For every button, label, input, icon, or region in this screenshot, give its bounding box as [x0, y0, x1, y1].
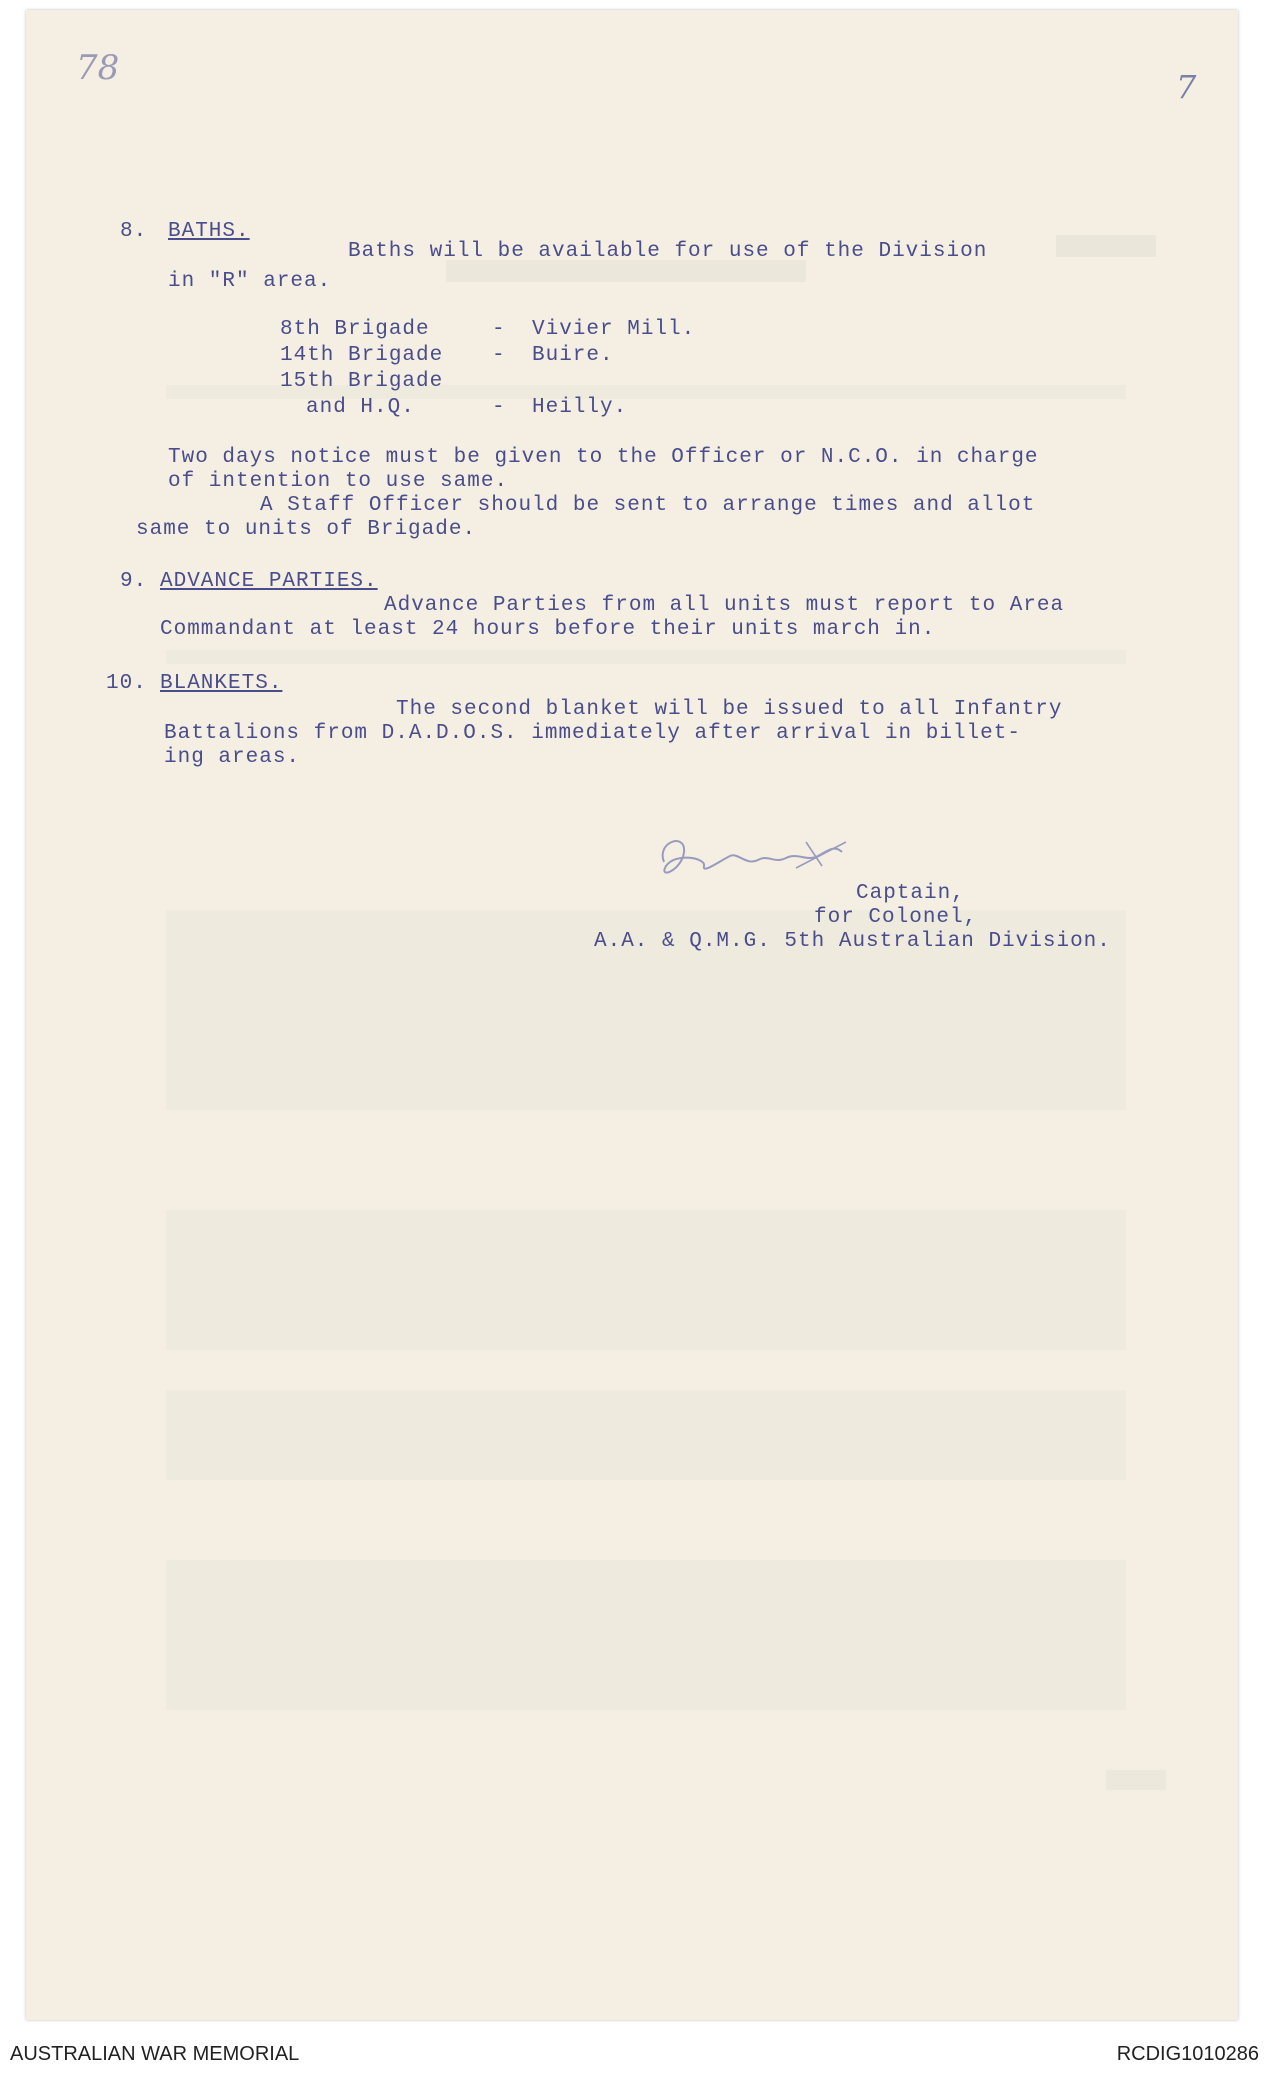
section-9-number: 9.: [120, 570, 148, 593]
section-9-line-2: Commandant at least 24 hours before their units march in.: [160, 618, 936, 641]
baths-dash: -: [492, 396, 506, 419]
section-10-line-1: The second blanket will be issued to all Infantry: [396, 698, 1063, 721]
baths-unit: 8th Brigade: [280, 318, 430, 341]
baths-dash: -: [492, 318, 506, 341]
section-8-title: BATHS.: [168, 220, 250, 243]
document-page: [26, 10, 1238, 2020]
bleed-through: [26, 10, 1238, 2020]
section-10-line-3: ing areas.: [164, 746, 301, 769]
page-number-handwritten: 78: [76, 48, 120, 88]
baths-place: Buire.: [532, 344, 614, 367]
section-8-staff-1: A Staff Officer should be sent to arrange times and allot: [260, 494, 1036, 517]
section-8-line-1: Baths will be available for use of the Division: [348, 240, 988, 263]
section-8-notice-2: of intention to use same.: [168, 470, 509, 493]
baths-unit: 14th Brigade: [280, 344, 444, 367]
section-8-staff-2: same to units of Brigade.: [136, 518, 477, 541]
footer-archive-name: AUSTRALIAN WAR MEMORIAL: [10, 2043, 300, 2065]
baths-dash: -: [492, 344, 506, 367]
section-8-line-2: in "R" area.: [168, 270, 332, 293]
section-8-notice-1: Two days notice must be given to the Officer or N.C.O. in charge: [168, 446, 1039, 469]
signature-appointment: A.A. & Q.M.G. 5th Australian Division.: [594, 930, 1111, 953]
section-8-number: 8.: [120, 220, 148, 243]
folio-number-handwritten: 7: [1176, 68, 1197, 106]
section-10-title: BLANKETS.: [160, 672, 283, 695]
signature-rank: Captain,: [856, 882, 965, 905]
baths-place: Heilly.: [532, 396, 628, 419]
footer-record-id: RCDIG1010286: [1116, 2043, 1259, 2065]
section-10-line-2: Battalions from D.A.D.O.S. immediately after arrival in billet-: [164, 722, 1021, 745]
section-9-title: ADVANCE PARTIES.: [160, 570, 378, 593]
baths-place: Vivier Mill.: [532, 318, 696, 341]
baths-unit: and H.Q.: [306, 396, 415, 419]
signature-for: for Colonel,: [814, 906, 978, 929]
section-10-number: 10.: [106, 672, 147, 695]
section-9-line-1: Advance Parties from all units must report to Area: [384, 594, 1065, 617]
baths-unit: 15th Brigade: [280, 370, 444, 393]
